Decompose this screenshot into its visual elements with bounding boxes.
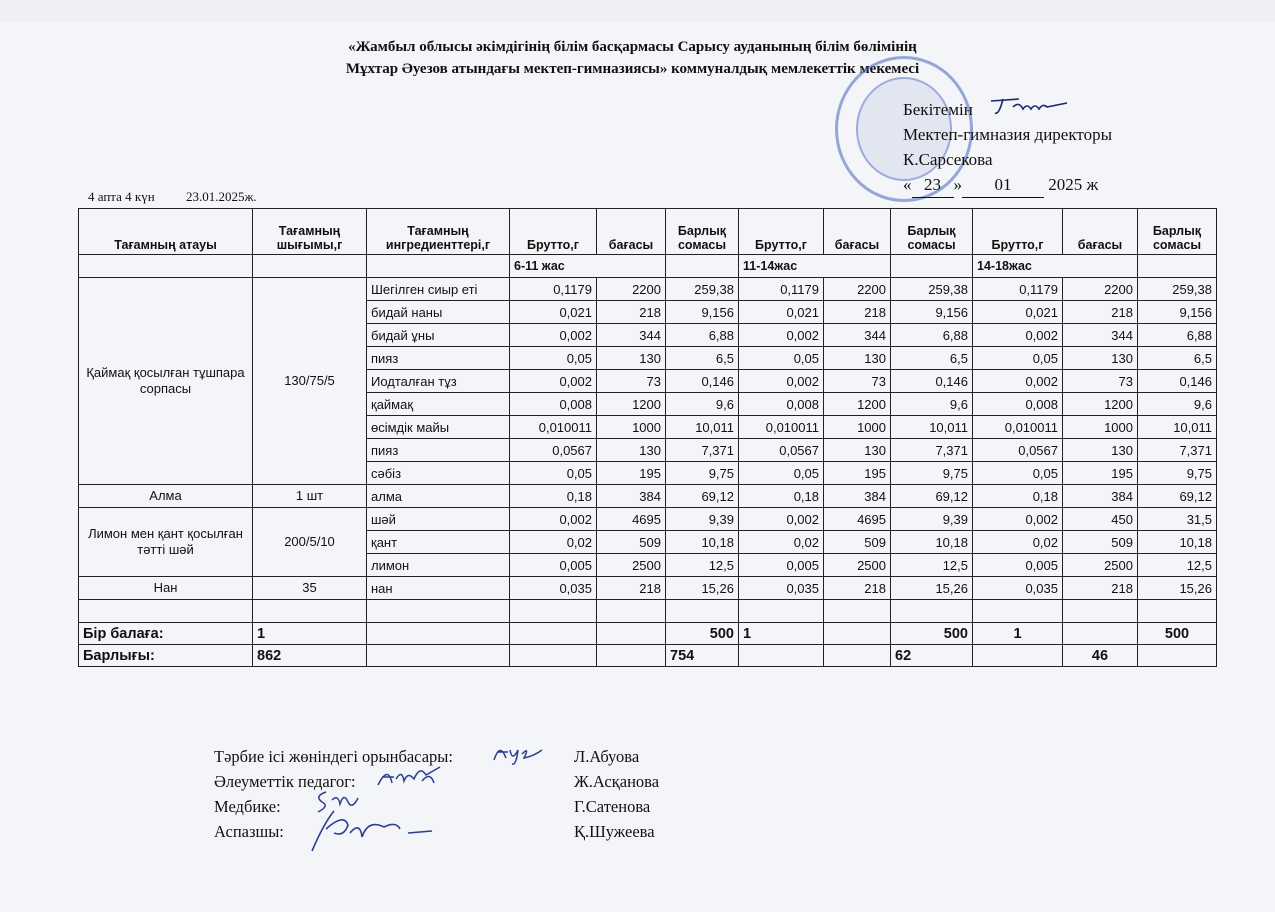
table-cell: 15,26 <box>891 577 973 600</box>
age-group-6-11: 6-11 жас <box>510 255 666 278</box>
dish-name: Лимон мен қант қосылған тәтті шәй <box>79 508 253 577</box>
ingredient-name: қант <box>367 531 510 554</box>
table-cell: 9,39 <box>666 508 739 531</box>
document-header <box>0 36 1275 80</box>
col-header: Барлық сомасы <box>666 209 739 255</box>
approve-label: Бекітемін <box>903 100 973 119</box>
table-cell: 0,002 <box>973 508 1063 531</box>
age-group-11-14: 11-14жас <box>739 255 891 278</box>
table-cell: 7,371 <box>1138 439 1217 462</box>
age-group-14-18: 14-18жас <box>973 255 1138 278</box>
table-cell: 2500 <box>597 554 666 577</box>
table-cell: 195 <box>824 462 891 485</box>
per-child-count-11-14: 1 <box>739 623 824 645</box>
week-day-info <box>88 189 285 205</box>
table-cell: 0,05 <box>510 462 597 485</box>
table-cell: 2500 <box>824 554 891 577</box>
table-cell: 2500 <box>1063 554 1138 577</box>
col-header: бағасы <box>1063 209 1138 255</box>
table-cell: 6,5 <box>891 347 973 370</box>
table-row <box>79 278 1217 301</box>
table-cell: 6,5 <box>666 347 739 370</box>
handwritten-signature <box>304 803 454 855</box>
table-cell: 1200 <box>1063 393 1138 416</box>
week-day-label: 4 апта 4 күн <box>88 189 155 204</box>
table-cell: 15,26 <box>666 577 739 600</box>
table-cell: 6,88 <box>891 324 973 347</box>
table-cell: 9,156 <box>891 301 973 324</box>
total-value-4: 46 <box>1063 645 1138 667</box>
col-header: Тағамның ингредиенттері,г <box>367 209 510 255</box>
col-header: Барлық сомасы <box>891 209 973 255</box>
table-cell: 0,005 <box>739 554 824 577</box>
table-cell: 0,05 <box>739 462 824 485</box>
per-child-label: Бір балаға: <box>79 623 253 645</box>
table-cell: 259,38 <box>891 278 973 301</box>
table-cell: 31,5 <box>1138 508 1217 531</box>
table-cell: 0,002 <box>739 370 824 393</box>
table-cell: 0,002 <box>973 324 1063 347</box>
table-cell: 0,035 <box>510 577 597 600</box>
signatures-block <box>214 744 674 844</box>
signature-row <box>214 769 674 794</box>
ingredient-name: алма <box>367 485 510 508</box>
table-cell: 130 <box>1063 439 1138 462</box>
table-row <box>79 508 1217 531</box>
per-child-sum-11-14: 500 <box>891 623 973 645</box>
dish-yield: 35 <box>253 577 367 600</box>
table-cell: 0,010011 <box>510 416 597 439</box>
dish-yield: 1 шт <box>253 485 367 508</box>
director-position: Мектеп-гимназия директоры <box>903 125 1113 144</box>
signature-name: Ж.Асқанова <box>574 772 660 791</box>
signature-row <box>214 744 674 769</box>
table-cell: 69,12 <box>891 485 973 508</box>
col-header: Брутто,г <box>739 209 824 255</box>
dish-name: Алма <box>79 485 253 508</box>
table-cell: 130 <box>597 347 666 370</box>
total-value-1: 862 <box>253 645 367 667</box>
col-header: Тағамның шығымы,г <box>253 209 367 255</box>
table-row <box>79 577 1217 600</box>
table-cell: 0,010011 <box>739 416 824 439</box>
header-line-2: Мұхтар Әуезов атындағы мектеп-гимназиясы» коммуналдық мемлекеттік мекемесі <box>345 61 920 77</box>
table-cell: 6,5 <box>1138 347 1217 370</box>
table-cell: 0,002 <box>510 370 597 393</box>
table-cell: 2200 <box>597 278 666 301</box>
table-cell: 0,1179 <box>973 278 1063 301</box>
table-cell: 4695 <box>824 508 891 531</box>
table-cell: 1200 <box>824 393 891 416</box>
signature-role: Тәрбие ісі жөніндегі орынбасары: <box>214 747 453 766</box>
signature-role: Аспазшы: <box>214 822 284 841</box>
table-cell: 0,0567 <box>973 439 1063 462</box>
col-header: бағасы <box>824 209 891 255</box>
table-cell: 0,002 <box>510 324 597 347</box>
table-cell: 0,002 <box>510 508 597 531</box>
table-cell: 10,18 <box>666 531 739 554</box>
table-cell: 384 <box>1063 485 1138 508</box>
table-cell: 0,1179 <box>739 278 824 301</box>
table-cell: 10,011 <box>666 416 739 439</box>
table-cell: 0,02 <box>739 531 824 554</box>
table-cell: 73 <box>597 370 666 393</box>
col-header: Тағамның атауы <box>79 209 253 255</box>
table-cell: 218 <box>1063 577 1138 600</box>
ingredient-name: бидай ұны <box>367 324 510 347</box>
table-cell: 218 <box>597 577 666 600</box>
table-cell: 1200 <box>597 393 666 416</box>
table-cell: 195 <box>1063 462 1138 485</box>
table-cell: 12,5 <box>666 554 739 577</box>
table-cell: 7,371 <box>666 439 739 462</box>
handwritten-signature <box>374 761 444 791</box>
table-cell: 0,021 <box>510 301 597 324</box>
col-header: Брутто,г <box>510 209 597 255</box>
table-cell: 15,26 <box>1138 577 1217 600</box>
table-cell: 9,156 <box>1138 301 1217 324</box>
table-cell: 0,05 <box>739 347 824 370</box>
menu-date: 23.01.2025ж. <box>185 189 257 204</box>
per-child-count: 1 <box>253 623 367 645</box>
table-cell: 10,011 <box>891 416 973 439</box>
table-cell: 0,1179 <box>510 278 597 301</box>
table-cell: 73 <box>1063 370 1138 393</box>
table-cell: 195 <box>597 462 666 485</box>
table-cell: 9,6 <box>1138 393 1217 416</box>
col-header: бағасы <box>597 209 666 255</box>
signature-name: Л.Абуова <box>574 747 640 766</box>
col-header: Брутто,г <box>973 209 1063 255</box>
dish-name: Нан <box>79 577 253 600</box>
table-cell: 0,02 <box>510 531 597 554</box>
per-child-count-14-18: 1 <box>973 623 1063 645</box>
table-cell: 0,05 <box>973 462 1063 485</box>
table-cell: 218 <box>1063 301 1138 324</box>
table-cell: 0,002 <box>739 324 824 347</box>
menu-table <box>78 208 1217 667</box>
table-cell: 259,38 <box>1138 278 1217 301</box>
table-cell: 0,008 <box>510 393 597 416</box>
table-cell: 0,002 <box>739 508 824 531</box>
total-row <box>79 645 1217 667</box>
age-group-row <box>79 255 1217 278</box>
table-cell: 384 <box>824 485 891 508</box>
table-header-row <box>79 209 1217 255</box>
table-cell: 1000 <box>597 416 666 439</box>
table-cell: 10,18 <box>891 531 973 554</box>
ingredient-name: лимон <box>367 554 510 577</box>
table-cell: 10,18 <box>1138 531 1217 554</box>
ingredient-name: Шегілген сиыр еті <box>367 278 510 301</box>
table-cell: 0,005 <box>973 554 1063 577</box>
spacer-row <box>79 600 1217 623</box>
table-row <box>79 485 1217 508</box>
table-cell: 0,146 <box>1138 370 1217 393</box>
signature-row <box>214 819 674 844</box>
signature-role: Әлеуметтік педагог: <box>214 772 356 791</box>
table-cell: 12,5 <box>891 554 973 577</box>
table-cell: 0,0567 <box>739 439 824 462</box>
ingredient-name: нан <box>367 577 510 600</box>
approval-date: « 23 » 01 2025 ж <box>903 172 1112 198</box>
ingredient-name: Иодталған тұз <box>367 370 510 393</box>
table-cell: 0,18 <box>973 485 1063 508</box>
table-cell: 130 <box>824 439 891 462</box>
ingredient-name: қаймақ <box>367 393 510 416</box>
total-value-2: 754 <box>666 645 739 667</box>
table-cell: 0,008 <box>739 393 824 416</box>
table-cell: 2200 <box>1063 278 1138 301</box>
table-cell: 0,05 <box>973 347 1063 370</box>
table-cell: 509 <box>1063 531 1138 554</box>
table-cell: 509 <box>824 531 891 554</box>
table-cell: 218 <box>824 577 891 600</box>
ingredient-name: бидай наны <box>367 301 510 324</box>
table-cell: 6,88 <box>1138 324 1217 347</box>
table-cell: 4695 <box>597 508 666 531</box>
table-cell: 1000 <box>824 416 891 439</box>
table-cell: 12,5 <box>1138 554 1217 577</box>
total-value-3: 62 <box>891 645 973 667</box>
approval-block <box>903 97 1112 198</box>
table-cell: 9,75 <box>1138 462 1217 485</box>
table-cell: 344 <box>597 324 666 347</box>
table-cell: 73 <box>824 370 891 393</box>
table-cell: 10,011 <box>1138 416 1217 439</box>
table-cell: 9,6 <box>666 393 739 416</box>
table-cell: 0,0567 <box>510 439 597 462</box>
table-cell: 344 <box>824 324 891 347</box>
table-cell: 0,035 <box>739 577 824 600</box>
signature-name: Қ.Шужеева <box>574 822 655 841</box>
table-cell: 0,18 <box>510 485 597 508</box>
ingredient-name: пияз <box>367 439 510 462</box>
per-child-sum-6-11: 500 <box>666 623 739 645</box>
table-cell: 0,021 <box>739 301 824 324</box>
table-cell: 0,035 <box>973 577 1063 600</box>
table-cell: 0,05 <box>510 347 597 370</box>
table-cell: 9,75 <box>666 462 739 485</box>
table-cell: 69,12 <box>1138 485 1217 508</box>
table-cell: 0,005 <box>510 554 597 577</box>
director-name: К.Сарсекова <box>903 150 993 169</box>
table-cell: 450 <box>1063 508 1138 531</box>
ingredient-name: сәбіз <box>367 462 510 485</box>
table-cell: 0,146 <box>666 370 739 393</box>
per-child-sum-14-18: 500 <box>1138 623 1217 645</box>
table-cell: 69,12 <box>666 485 739 508</box>
header-line-1: «Жамбыл облысы әкімдігінің білім басқармасы Сарысу ауданының білім бөлімінің <box>348 39 917 55</box>
dish-name: Қаймақ қосылған тұшпара сорпасы <box>79 278 253 485</box>
table-cell: 7,371 <box>891 439 973 462</box>
ingredient-name: өсімдік майы <box>367 416 510 439</box>
handwritten-signature <box>490 740 544 766</box>
table-cell: 6,88 <box>666 324 739 347</box>
table-cell: 344 <box>1063 324 1138 347</box>
table-cell: 130 <box>1063 347 1138 370</box>
table-cell: 9,39 <box>891 508 973 531</box>
table-cell: 1000 <box>1063 416 1138 439</box>
table-cell: 509 <box>597 531 666 554</box>
table-cell: 0,002 <box>973 370 1063 393</box>
ingredient-name: шәй <box>367 508 510 531</box>
table-cell: 0,18 <box>739 485 824 508</box>
signature-name: Г.Сатенова <box>574 797 651 816</box>
table-cell: 259,38 <box>666 278 739 301</box>
table-cell: 218 <box>824 301 891 324</box>
table-cell: 9,6 <box>891 393 973 416</box>
table-cell: 130 <box>824 347 891 370</box>
table-cell: 218 <box>597 301 666 324</box>
table-cell: 2200 <box>824 278 891 301</box>
table-cell: 9,156 <box>666 301 739 324</box>
director-signature <box>989 93 1069 117</box>
per-child-row <box>79 623 1217 645</box>
dish-yield: 130/75/5 <box>253 278 367 485</box>
table-cell: 384 <box>597 485 666 508</box>
col-header: Барлық сомасы <box>1138 209 1217 255</box>
table-cell: 0,146 <box>891 370 973 393</box>
ingredient-name: пияз <box>367 347 510 370</box>
total-label: Барлығы: <box>79 645 253 667</box>
table-cell: 0,010011 <box>973 416 1063 439</box>
table-cell: 0,021 <box>973 301 1063 324</box>
table-cell: 0,008 <box>973 393 1063 416</box>
signature-role: Медбике: <box>214 797 281 816</box>
table-cell: 0,02 <box>973 531 1063 554</box>
table-cell: 130 <box>597 439 666 462</box>
table-cell: 9,75 <box>891 462 973 485</box>
dish-yield: 200/5/10 <box>253 508 367 577</box>
